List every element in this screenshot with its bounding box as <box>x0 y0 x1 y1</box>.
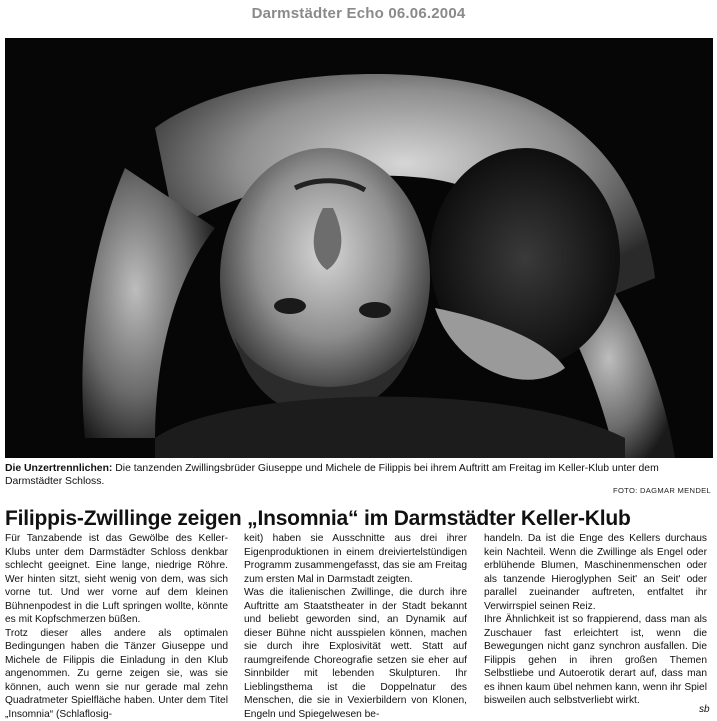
paragraph: Ihre Ähnlichkeit ist so frappierend, dass man als Zuschauer fast erleichtert ist, wenn die Bewegungen nicht ganz synchron ausfallen. Die Filippis gehen in ihren großen Themen Selbstliebe und Autoerotik derart auf, dass man es ihnen kaum übel nehmen kann, wenn ihr Spiel bisweilen auch selbstverliebt wirkt. <box>484 613 707 708</box>
paragraph: Trotz dieser alles andere als optimalen Bedingungen haben die Tänzer Giuseppe und Michele de Filippis die Einladung in den Klub angenommen. Zu gerne zeigen sie, was sie können, auch wenn sie nur gerade mal zehn Quadratmeter Spielfläche haben. Unter dem Titel „Insomnia“ (Schlaflosig- <box>5 627 228 721</box>
caption-lead: Die Unzertrennlichen: <box>5 463 112 474</box>
masthead: Darmstädter Echo 06.06.2004 <box>0 5 717 22</box>
paragraph: handeln. Da ist die Enge des Kellers durchaus kein Nachteil. Wenn die Zwillinge als Engel oder erblühende Blumen, Maschinenmenschen oder als tanzende Hieroglyphen Seit' an Seit' oder parallel zueinander auftreten, entfaltet ihr Verwirrspiel seinen Reiz. <box>484 532 707 613</box>
caption-text: Die tanzenden Zwillingsbrüder Giuseppe und Michele de Filippis bei ihrem Auftritt am Freitag im Keller-Klub unter dem Darmstädter Schloss. <box>5 463 659 487</box>
article-photo <box>5 38 713 458</box>
article-column-2 <box>244 532 467 721</box>
photo-caption <box>5 462 713 488</box>
dancers-photo-illustration <box>5 38 713 458</box>
article-column-3 <box>484 532 707 708</box>
author-signature: sb <box>699 704 710 715</box>
article-column-1 <box>5 532 228 721</box>
article-headline: Filippis-Zwillinge zeigen „Insomnia“ im Darmstädter Keller-Klub <box>5 507 713 531</box>
paragraph: Was die italienischen Zwillinge, die durch ihre Auftritte am Staatstheater in der Stadt bekannt und beliebt geworden sind, an Dynamik auf dieser Bühne nicht ausspielen können, machen sie durch ihre Explosivität wett. Statt auf raumgreifende Choreografie setzen sie eher auf Sinnbilder mit lebenden Skulpturen. Ihr Lieblingsthema ist die Doppelnatur des Menschen, die sie in Vexierbildern von Klonen, Engeln und Spiegelwesen be- <box>244 586 467 721</box>
paragraph: Für Tanzabende ist das Gewölbe des Keller-Klubs unter dem Darmstädter Schloss denkbar schlecht geeignet. Eine lange, niedrige Röhre. Wer hinten sitzt, sieht wenig von dem, was sich vorne tut. Und wer vorne auf dem kleinen Bühnenpodest in die Luft springen wollte, könnte es mit Kopfschmerzen büßen. <box>5 532 228 627</box>
paragraph: keit) haben sie Ausschnitte aus drei ihrer Eigenproduktionen in einem dreiviertelstündigen Programm zusammengefasst, das sie am Freitag zum ersten Mal in Darmstadt zeigten. <box>244 532 467 586</box>
photo-credit: FOTO: DAGMAR MENDEL <box>613 486 711 495</box>
